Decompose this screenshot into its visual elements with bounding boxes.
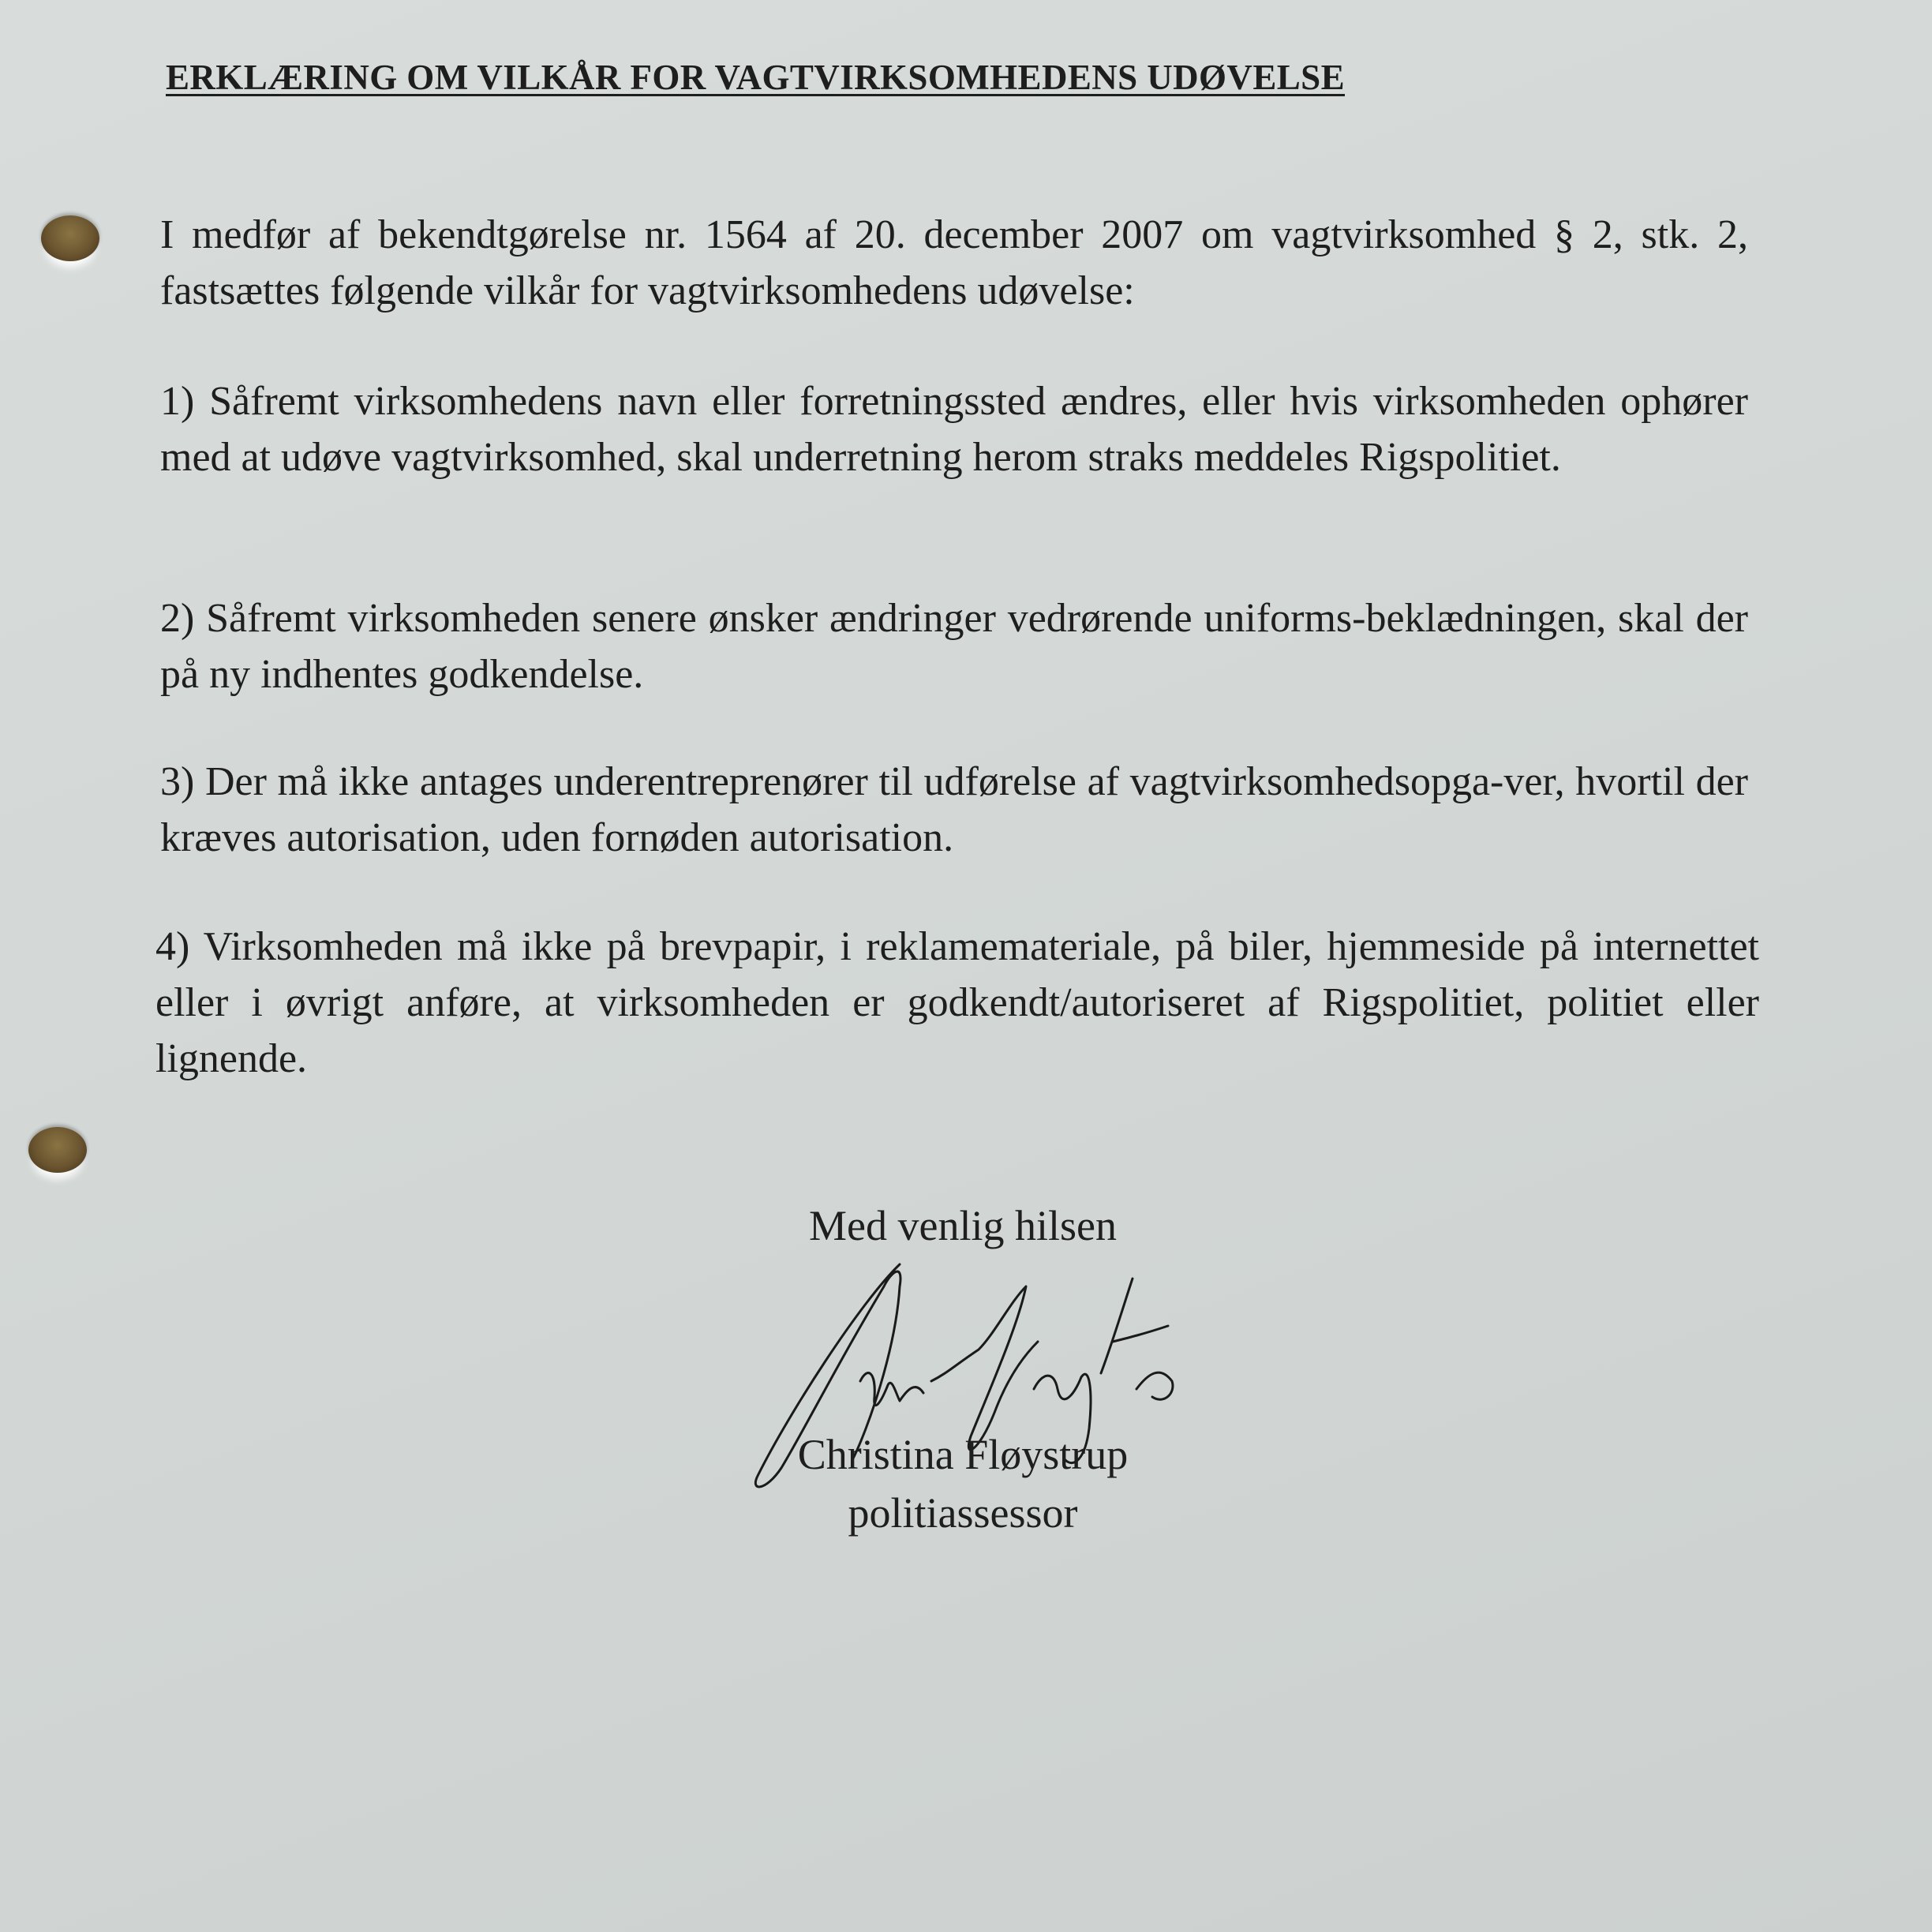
condition-3: 3) Der må ikke antages underentreprenører til udførelse af vagtvirksomhedsopga-ver, hvortil der kræves autorisation, uden fornøden autorisation. bbox=[160, 759, 1748, 860]
punch-hole-bottom bbox=[28, 1127, 87, 1173]
punch-hole-top bbox=[41, 215, 99, 261]
signer-name: Christina Fløystrup bbox=[797, 1431, 1129, 1478]
intro-paragraph: I medfør af bekendtgørelse nr. 1564 af 20. december 2007 om vagtvirksomhed § 2, stk. 2, fastsættes følgende vilkår for vagtvirksomhedens udøvelse: bbox=[160, 212, 1748, 313]
condition-2: 2) Såfremt virksomheden senere ønsker ændringer vedrørende uniforms-beklædningen, skal der på ny indhentes godkendelse. bbox=[160, 596, 1748, 697]
condition-1: 1) Såfremt virksomhedens navn eller forretningssted ændres, eller hvis virksomheden ophører med at udøve vagtvirksomhed, skal underretning herom straks meddeles Rigspolitiet. bbox=[160, 379, 1748, 480]
closing-greeting: Med venlig hilsen bbox=[809, 1202, 1117, 1249]
condition-4: 4) Virksomheden må ikke på brevpapir, i reklamemateriale, på biler, hjemmeside på internettet eller i øvrigt anføre, at virksomheden er godkendt/autoriseret af Rigspolitiet, politiet eller lignende. bbox=[155, 924, 1759, 1081]
signer-title: politiassessor bbox=[848, 1489, 1078, 1537]
document-title: ERKLÆRING OM VILKÅR FOR VAGTVIRKSOMHEDENS UDØVELSE bbox=[166, 58, 1345, 97]
